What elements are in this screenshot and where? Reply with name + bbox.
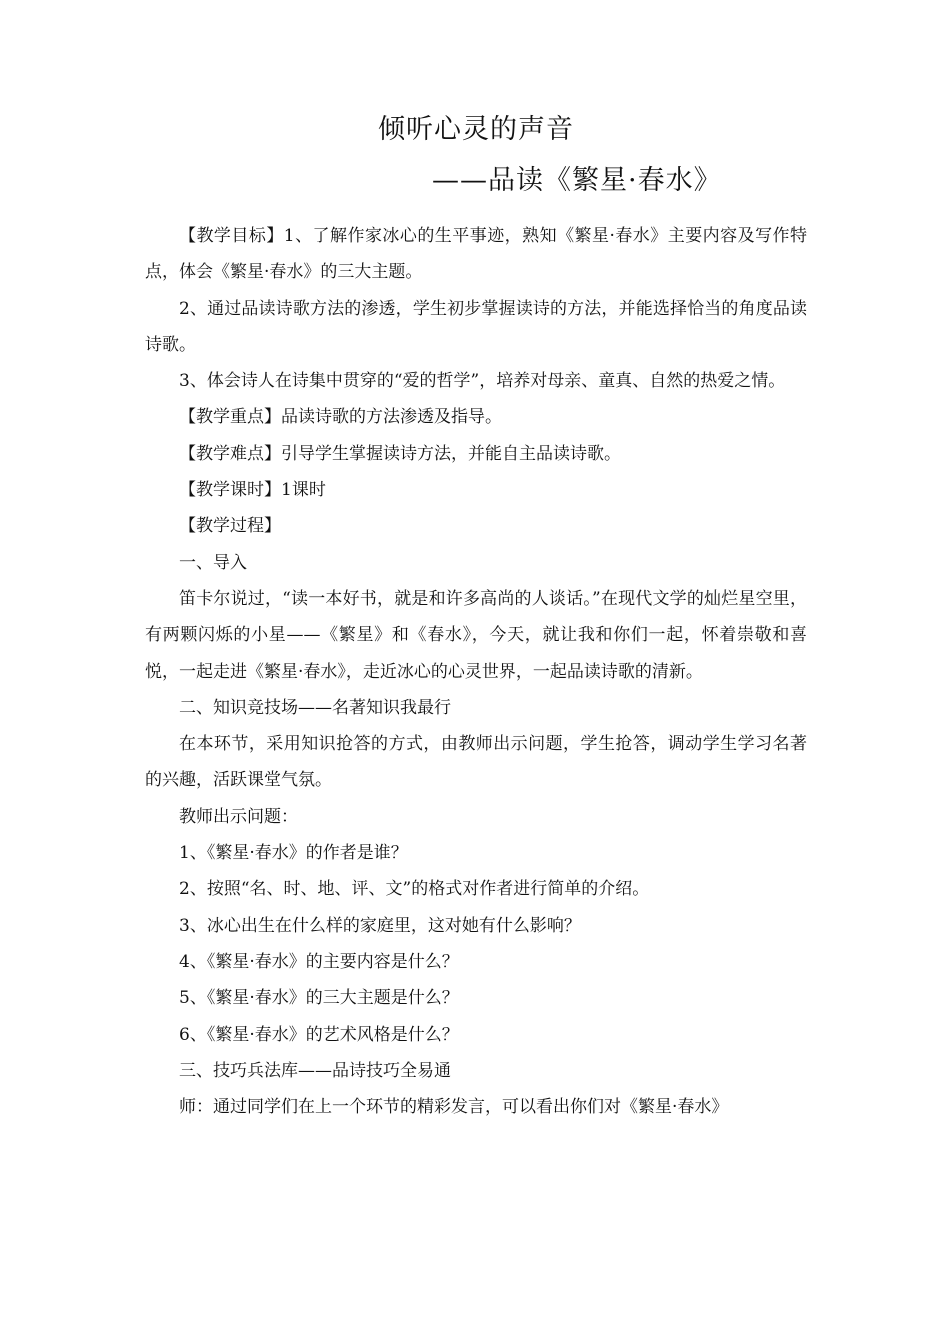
section-heading-intro: 一、导入 xyxy=(179,552,247,573)
paragraph-teaching-goal: 【教学目标】1、了解作家冰心的生平事迹，熟知《繁星·春水》主要内容及写作特点，体会《繁星·春水》的三大主题。 xyxy=(145,226,807,283)
document-body xyxy=(145,218,807,1125)
section-heading-knowledge: 二、知识竞技场——名著知识我最行 xyxy=(179,697,451,718)
paragraph-goal-3: 3、体会诗人在诗集中贯穿的“爱的哲学”，培养对母亲、童真、自然的热爱之情。 xyxy=(179,371,786,392)
paragraph-teacher-remark: 师：通过同学们在上一个环节的精彩发言，可以看出你们对《繁星·春水》 xyxy=(179,1097,729,1118)
paragraph-goal-2: 2、通过品读诗歌方法的渗透，学生初步掌握读诗的方法，并能选择恰当的角度品读诗歌。 xyxy=(145,298,807,355)
question-item: 5、《繁星·春水》的三大主题是什么？ xyxy=(179,988,459,1009)
section-heading-techniques: 三、技巧兵法库——品诗技巧全易通 xyxy=(179,1060,451,1081)
document-title: 倾听心灵的声音 xyxy=(378,114,574,145)
question-item: 6、《繁星·春水》的艺术风格是什么？ xyxy=(179,1024,459,1045)
document-subtitle: ——品读《繁星·春水》 xyxy=(432,165,722,196)
paragraph-intro: 笛卡尔说过，“读一本好书，就是和许多高尚的人谈话。”在现代文学的灿烂星空里，有两颗闪烁的小星——《繁星》和《春水》，今天，就让我和你们一起，怀着崇敬和喜悦，一起走进《繁星·春水》，走近冰心的心灵世界，一起品读诗歌的清新。 xyxy=(145,588,807,682)
question-item: 4、《繁星·春水》的主要内容是什么？ xyxy=(179,951,459,972)
question-item: 2、按照“名、时、地、评、文”的格式对作者进行简单的介绍。 xyxy=(179,879,650,900)
paragraph-class-hours: 【教学课时】1课时 xyxy=(179,480,326,501)
paragraph-knowledge: 在本环节，采用知识抢答的方式，由教师出示问题，学生抢答，调动学生学习名著的兴趣，活跃课堂气氛。 xyxy=(145,734,807,791)
question-item: 1、《繁星·春水》的作者是谁？ xyxy=(179,843,408,864)
question-item: 3、冰心出生在什么样的家庭里，这对她有什么影响？ xyxy=(179,915,581,936)
paragraph-difficulty: 【教学难点】引导学生掌握读诗方法，并能自主品读诗歌。 xyxy=(179,443,621,464)
paragraph-key-point: 【教学重点】品读诗歌的方法渗透及指导。 xyxy=(179,407,502,428)
paragraph-process-heading: 【教学过程】 xyxy=(179,516,281,537)
paragraph-questions-heading: 教师出示问题： xyxy=(179,806,298,827)
